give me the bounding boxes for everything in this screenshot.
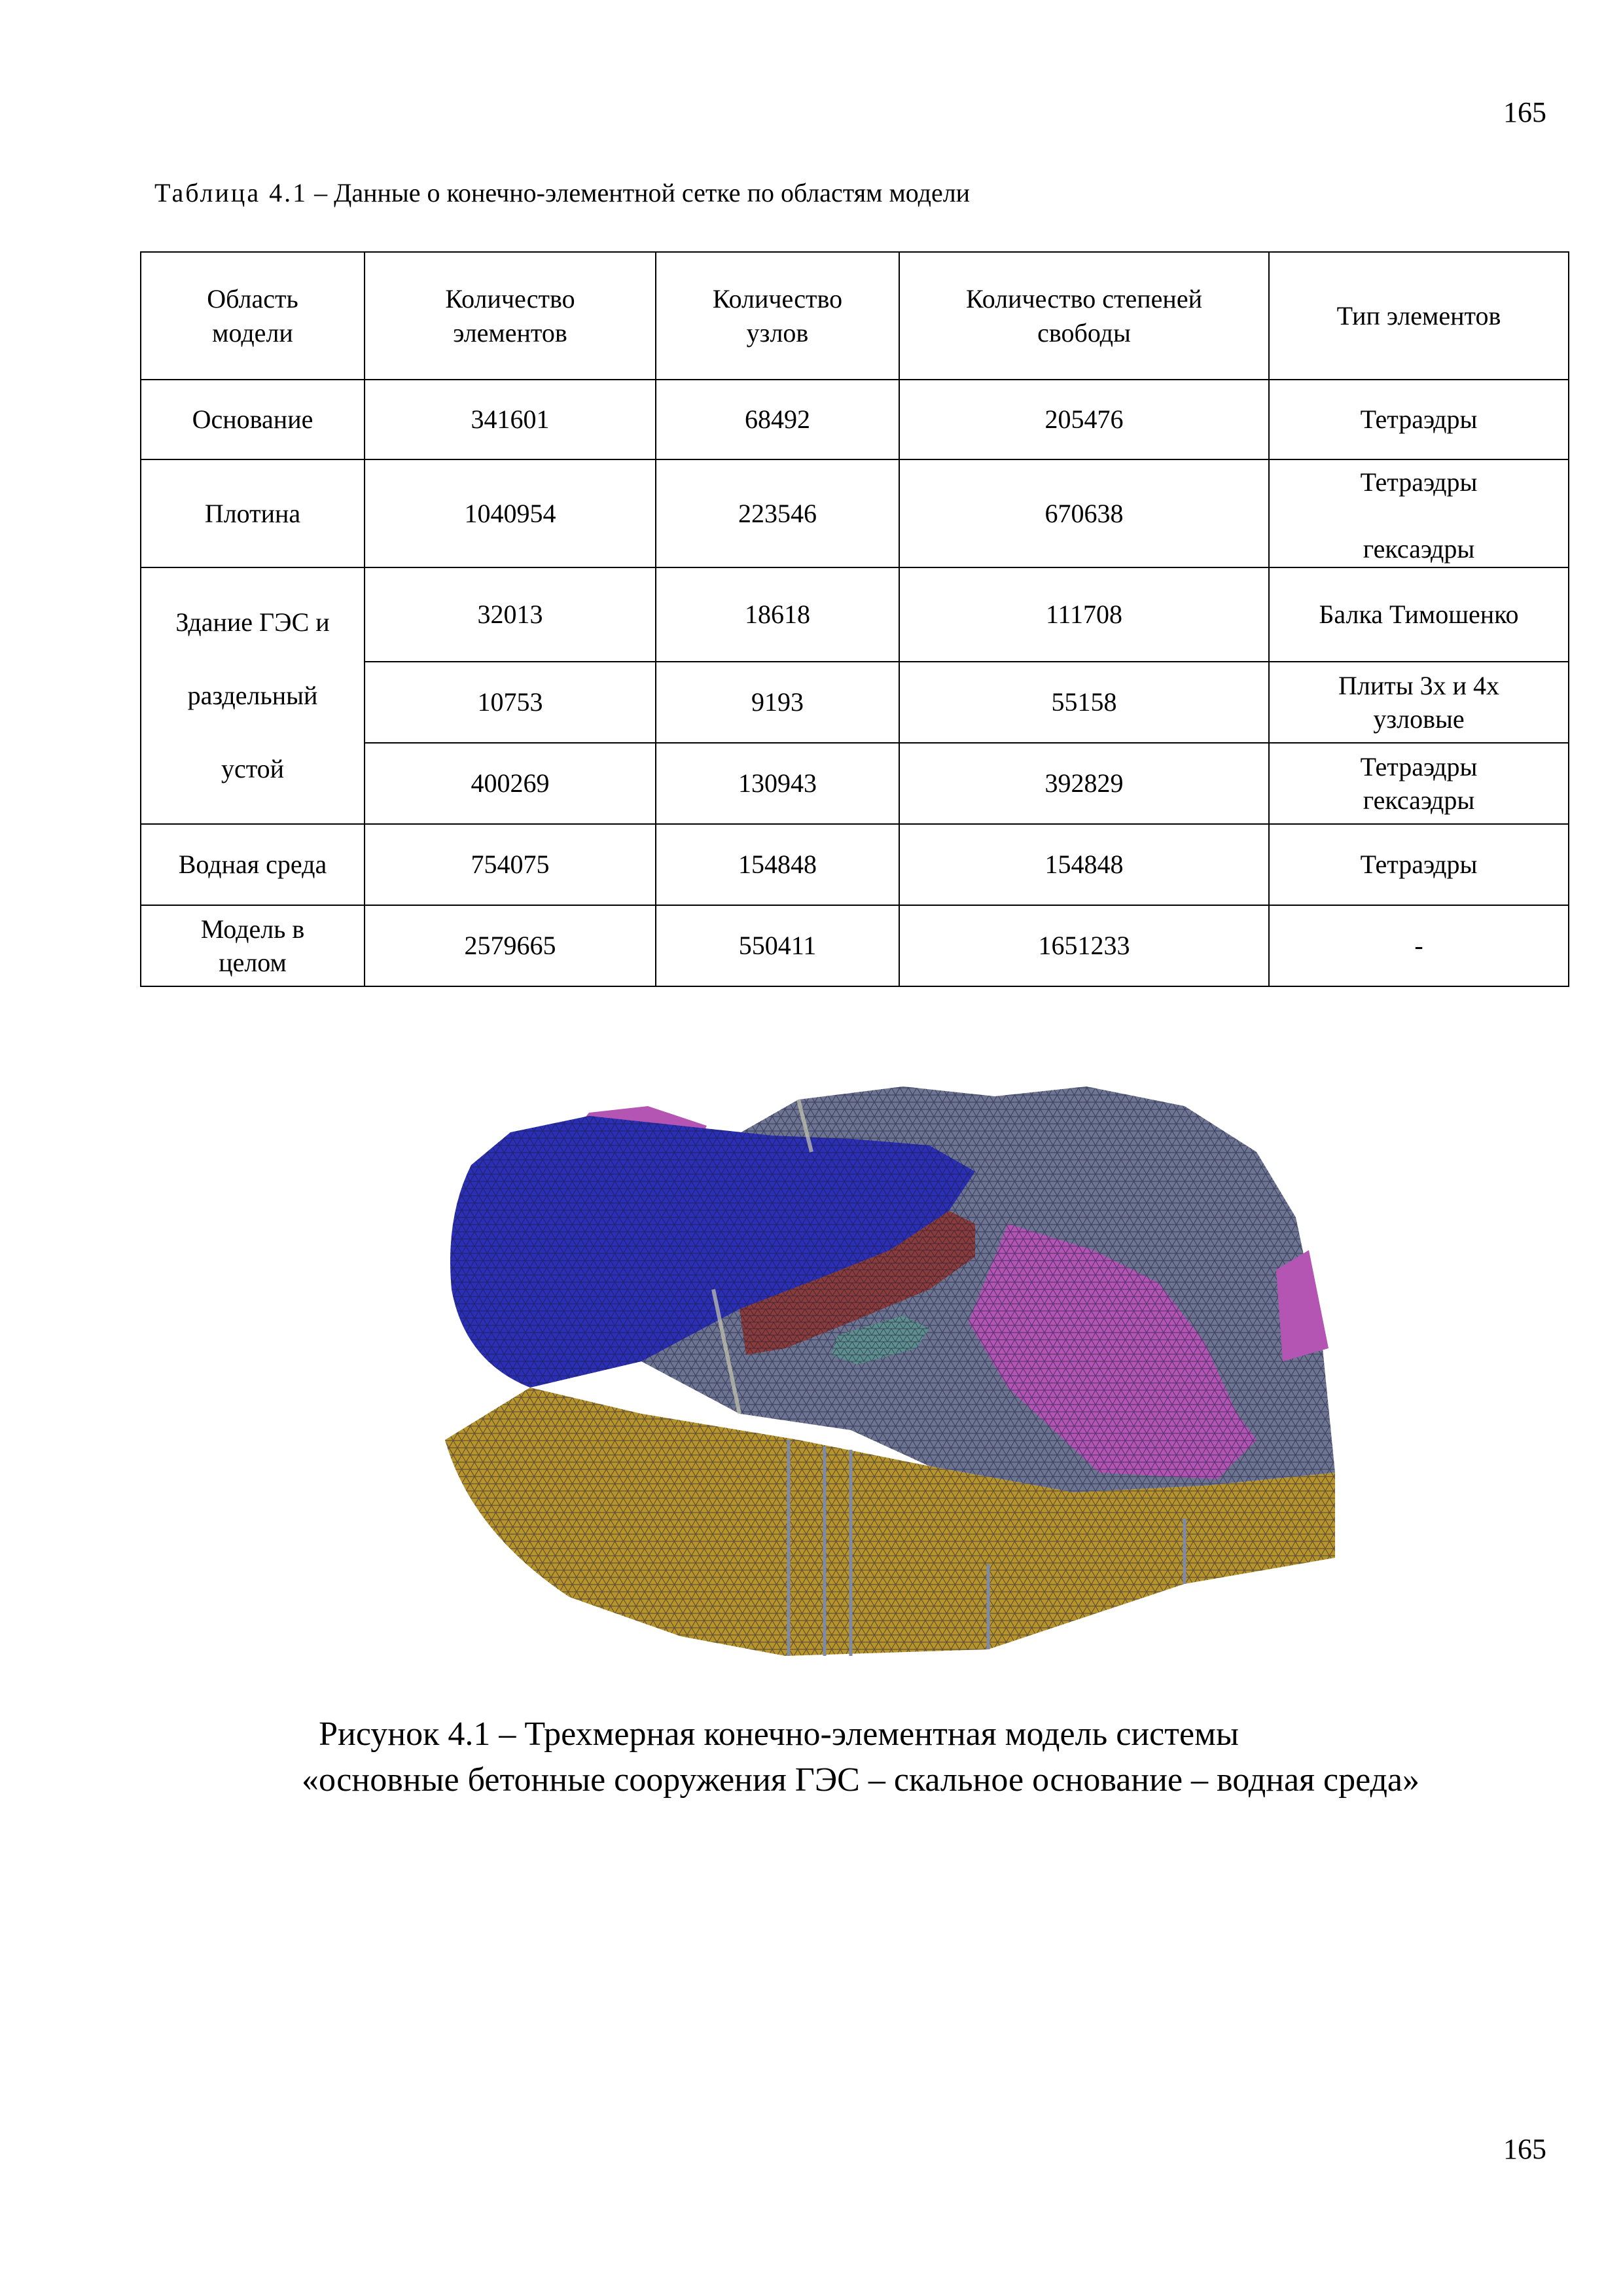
cell-nodes: 223546 bbox=[656, 459, 899, 567]
cell-region: Плотина bbox=[141, 459, 365, 567]
cell-dof: 1651233 bbox=[899, 905, 1269, 986]
cell-dof: 205476 bbox=[899, 380, 1269, 459]
table-row bbox=[141, 380, 1569, 459]
table-caption-prefix: Таблица 4.1 bbox=[154, 178, 308, 207]
cell-elements: 10753 bbox=[365, 662, 656, 743]
cell-region: Здание ГЭС и раздельный устой bbox=[141, 567, 365, 824]
cell-elements: 754075 bbox=[365, 824, 656, 905]
table-caption bbox=[154, 180, 970, 206]
cell-type: Тетраэдры bbox=[1269, 380, 1569, 459]
cell-region: Основание bbox=[141, 380, 365, 459]
figure-caption-line1: Рисунок 4.1 – Трехмерная конечно-элементная модель системы bbox=[319, 1715, 1239, 1753]
figure-caption bbox=[0, 1712, 1623, 1803]
cell-elements: 1040954 bbox=[365, 459, 656, 567]
fem-model-figure bbox=[432, 1073, 1348, 1695]
cell-type: Плиты 3х и 4х узловые bbox=[1269, 662, 1569, 743]
header-dof: Количество степеней свободы bbox=[899, 252, 1269, 380]
header-region: Область модели bbox=[141, 252, 365, 380]
cell-nodes: 130943 bbox=[656, 743, 899, 824]
cell-region: Водная среда bbox=[141, 824, 365, 905]
cell-type-line: Тетраэдры bbox=[1360, 467, 1478, 497]
fem-model-illustration bbox=[432, 1073, 1348, 1695]
cell-elements: 32013 bbox=[365, 567, 656, 662]
table-row bbox=[141, 459, 1569, 567]
header-elements: Количество элементов bbox=[365, 252, 656, 380]
cell-elements: 341601 bbox=[365, 380, 656, 459]
table-row bbox=[141, 905, 1569, 986]
cell-type bbox=[1269, 459, 1569, 567]
page-number-bottom: 165 bbox=[1503, 2133, 1546, 2165]
cell-elements: 400269 bbox=[365, 743, 656, 824]
cell-type-line: гексаэдры bbox=[1363, 533, 1475, 564]
table-row bbox=[141, 567, 1569, 662]
cell-nodes: 18618 bbox=[656, 567, 899, 662]
cell-type: Балка Тимошенко bbox=[1269, 567, 1569, 662]
cell-type: Тетраэдры bbox=[1269, 824, 1569, 905]
cell-nodes: 9193 bbox=[656, 662, 899, 743]
page-number-top: 165 bbox=[1503, 96, 1546, 128]
cell-type: - bbox=[1269, 905, 1569, 986]
cell-dof: 154848 bbox=[899, 824, 1269, 905]
cell-nodes: 550411 bbox=[656, 905, 899, 986]
table-caption-text: – Данные о конечно-элементной сетке по областям модели bbox=[308, 178, 971, 207]
cell-dof: 670638 bbox=[899, 459, 1269, 567]
table-header-row bbox=[141, 252, 1569, 380]
figure-caption-line2: «основные бетонные сооружения ГЭС – скальное основание – водная среда» bbox=[301, 1761, 1420, 1799]
cell-elements: 2579665 bbox=[365, 905, 656, 986]
cell-type: Тетраэдры гексаэдры bbox=[1269, 743, 1569, 824]
table-row bbox=[141, 824, 1569, 905]
header-element-type: Тип элементов bbox=[1269, 252, 1569, 380]
cell-nodes: 68492 bbox=[656, 380, 899, 459]
cell-dof: 55158 bbox=[899, 662, 1269, 743]
cell-dof: 392829 bbox=[899, 743, 1269, 824]
header-nodes: Количество узлов bbox=[656, 252, 899, 380]
cell-dof: 111708 bbox=[899, 567, 1269, 662]
mesh-data-table bbox=[140, 251, 1569, 987]
cell-nodes: 154848 bbox=[656, 824, 899, 905]
cell-region: Модель в целом bbox=[141, 905, 365, 986]
